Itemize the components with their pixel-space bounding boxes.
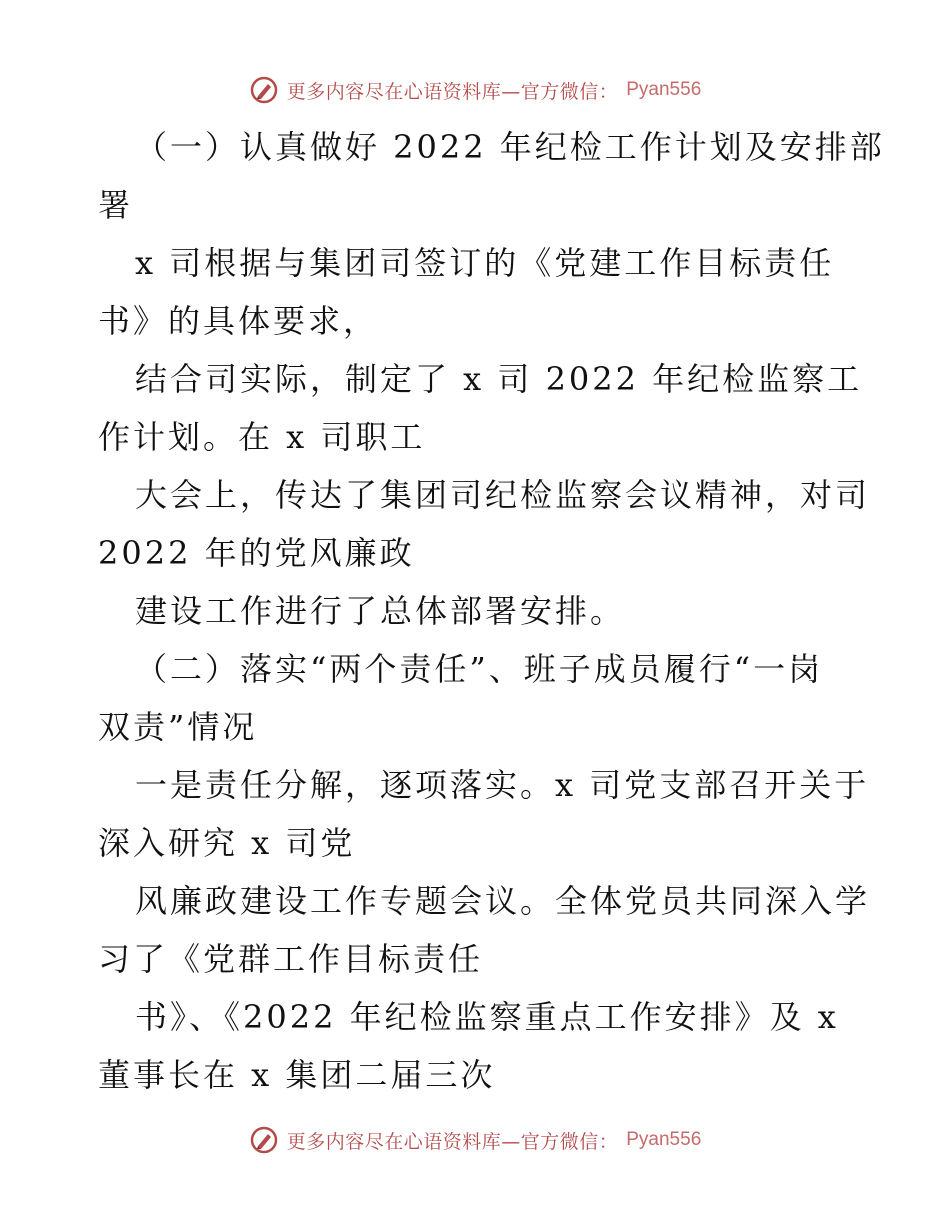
document-body (98, 118, 885, 1104)
footer-watermark-banner (0, 1120, 950, 1160)
pen-logo-icon (249, 75, 279, 105)
document-line: 书》、《2022 年纪检监察重点工作安排》及 x (135, 998, 839, 1036)
banner-wechat-id: Pyan556 (626, 1129, 702, 1150)
document-line: 习了《党群工作目标责任 (98, 940, 484, 978)
document-line: （二）落实“两个责任”、班子成员履行“一岗 (135, 650, 824, 688)
banner-text: 更多内容尽在心语资料库—官方微信： (286, 80, 619, 103)
banner-wechat-id: Pyan556 (626, 79, 702, 100)
document-line: 署 (98, 186, 134, 224)
document-line: x 司根据与集团司签订的《党建工作目标责任 (135, 244, 835, 282)
header-watermark-banner (0, 70, 950, 110)
document-line: 2022 年的党风廉政 (98, 534, 415, 572)
document-line: （一）认真做好 2022 年纪检工作计划及安排部 (135, 128, 885, 166)
document-line: 书》的具体要求， (98, 302, 379, 340)
document-line: 建设工作进行了总体部署安排。 (135, 592, 626, 630)
document-line: 一是责任分解，逐项落实。x 司党支部召开关于 (135, 766, 870, 804)
document-line: 作计划。在 x 司职工 (98, 418, 426, 456)
document-line: 双责”情况 (98, 708, 258, 746)
document-line: 结合司实际，制定了 x 司 2022 年纪检监察工 (135, 360, 863, 398)
pen-logo-icon (249, 1125, 279, 1155)
document-line: 深入研究 x 司党 (98, 824, 356, 862)
document-line: 大会上，传达了集团司纪检监察会议精神，对司 (135, 476, 871, 514)
banner-text: 更多内容尽在心语资料库—官方微信： (286, 1130, 619, 1153)
document-line: 风廉政建设工作专题会议。全体党员共同深入学 (135, 882, 871, 920)
document-line: 董事长在 x 集团二届三次 (98, 1056, 496, 1094)
